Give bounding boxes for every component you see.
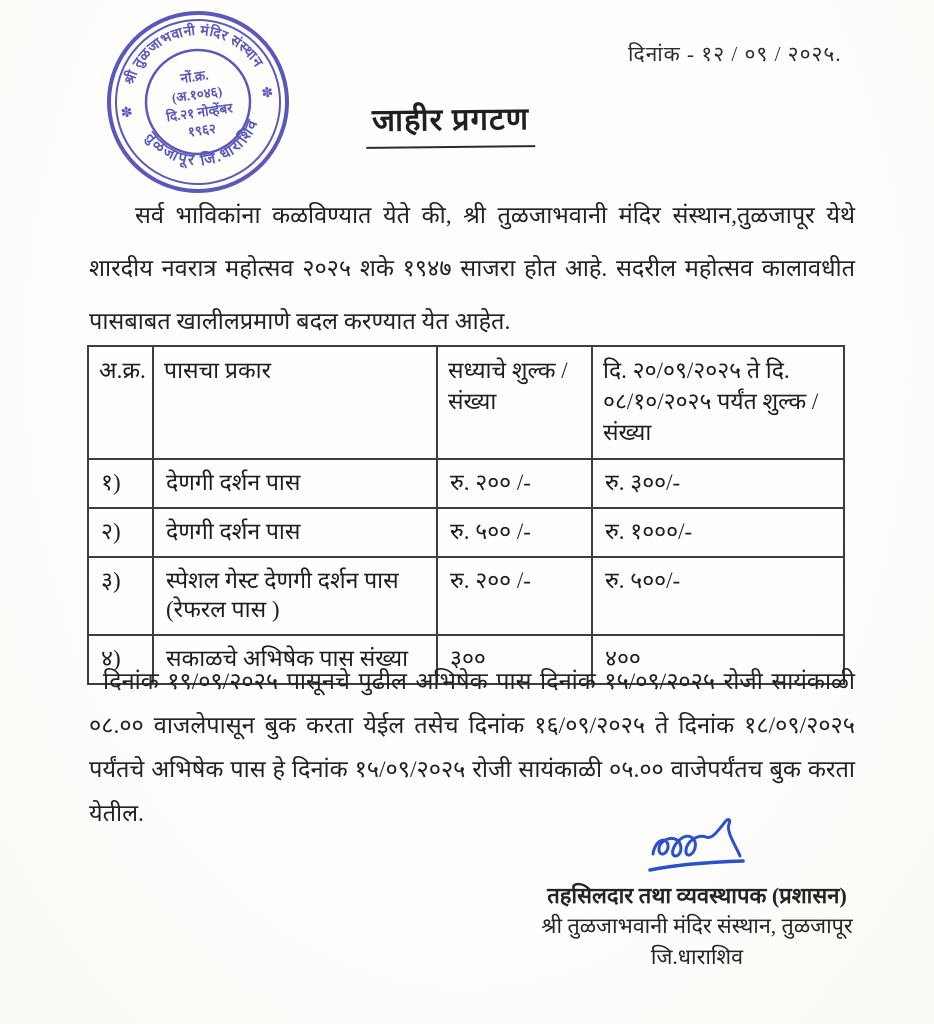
cell-festival-fee: रु. ५००/- — [592, 557, 844, 635]
signatory-designation: तहसिलदार तथा व्यवस्थापक (प्रशासन) — [547, 883, 847, 908]
pass-fee-table — [87, 345, 845, 685]
seal-arc-bottom-text: तुळजापूर जि.धाराशिव — [142, 116, 263, 170]
page-title: जाहीर प्रगटण — [366, 97, 536, 149]
handwritten-signature — [645, 812, 775, 882]
header-pass-type: पासचा प्रकार — [153, 346, 437, 459]
cell-serial: १) — [88, 459, 153, 508]
cell-pass-type: देणगी दर्शन पास — [153, 459, 437, 508]
intro-paragraph: सर्व भाविकांना कळविण्यात येते की, श्री तुळजाभवानी मंदिर संस्थान,तुळजापूर येथे शारदीय नवरात्र महोत्सव २०२५ शके १९४७ साजरा होत आहे. सदरील महोत्सव कालावधीत पासबाबत खालीलप्रमाणे बदल करण्यात येत आहेत. — [89, 203, 855, 335]
document-date: दिनांक - १२ / ०९ / २०२५. — [628, 42, 842, 66]
seal-reg-year: १९६२ — [187, 120, 217, 140]
cell-festival-fee: रु. १०००/- — [592, 508, 844, 557]
table-row — [88, 459, 844, 508]
cell-pass-type: स्पेशल गेस्ट देणगी दर्शन पास (रेफरल पास ) — [153, 557, 437, 635]
signatory-organization: श्री तुळजाभवानी मंदिर संस्थान, तुळजापूर — [541, 914, 853, 938]
cell-festival-fee: ४०० — [592, 635, 844, 684]
cell-current-fee: रु. २०० /- — [437, 459, 592, 508]
seal-arc-top-text: श्री तुळजाभवानी मंदिर संस्थान — [122, 23, 266, 87]
cell-serial: ३) — [88, 557, 153, 635]
cell-pass-type: देणगी दर्शन पास — [153, 508, 437, 557]
seal-reg-number: (अ.१०४६) — [170, 83, 224, 106]
cell-festival-fee: रु. ३००/- — [592, 459, 844, 508]
header-festival-fee: दि. २०/०९/२०२५ ते दि. ०८/१०/२०२५ पर्यंत शुल्क / संख्या — [592, 346, 844, 459]
cell-current-fee: ३०० — [437, 635, 592, 684]
booking-notes-paragraph: दिनांक १९/०९/२०२५ पासूनचे पुढील अभिषेक पास दिनांक १५/०९/२०२५ रोजी सायंकाळी ०८.०० वाजलेपासून बुक करता येईल तसेच दिनांक १६/०९/२०२५ ते दिनांक १८/०९/२०२५ पर्यंतचे अभिषेक पास हे दिनांक १५/०९/२०२५ रोजी सायंकाळी ०५.०० वाजेपर्यंतच बुक करता येतील. — [89, 669, 855, 827]
seal-reg-label: नों.क्र. — [179, 67, 210, 87]
cell-serial: २) — [88, 508, 153, 557]
cell-current-fee: रु. ५०० /- — [437, 508, 592, 557]
table-header-row — [88, 346, 844, 459]
seal-reg-date: दि.२१ नोव्हेंबर — [165, 100, 234, 125]
header-serial-no: अ.क्र. — [88, 346, 153, 459]
cell-current-fee: रु. २०० /- — [437, 557, 592, 635]
cell-pass-type: सकाळचे अभिषेक पास संख्या — [153, 635, 437, 684]
table-row — [88, 508, 844, 557]
table-row — [88, 557, 844, 635]
seal-star-left-icon: ✽ — [119, 105, 134, 122]
seal-star-right-icon: ✽ — [260, 85, 275, 103]
signatory-district: जि.धाराशिव — [650, 945, 744, 969]
cell-serial: ४) — [88, 635, 153, 684]
header-current-fee: सध्याचे शुल्क / संख्या — [437, 346, 592, 459]
signatory-block — [538, 880, 856, 973]
